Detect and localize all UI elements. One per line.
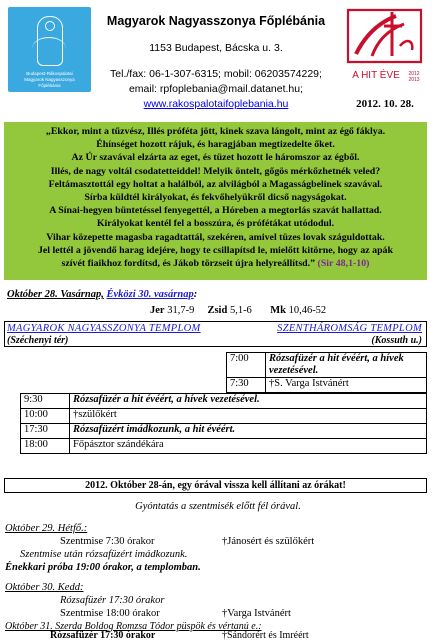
quote-line: szívét fiaikhoz fordítsd, és Jákob törzseit újra helyreállítsd.” [61,258,316,270]
time-cell: 9:30 [21,394,70,409]
event-cell: Rózsafüzér a hit évéért, a hívek vezetésével. [266,353,427,378]
parish-website-row [96,98,336,110]
wednesday-mass-intention: †Sándorért és Imréért [222,630,309,641]
quote-line: Királyokat kentél fel a bosszúra, és prófétákat utódodul. [96,218,335,230]
day-heading-text: Október 31. Szerda Boldog Romzsa Tódor püspök és vértanú e.: [5,621,262,632]
event-cell: †szülőkért [70,409,427,424]
clock-change-note: 2012. Október 28-án, egy órával vissza kell állítani az órákat! [4,478,427,493]
church-right-name: SZENTHÁROMSÁG TEMPLOM [277,323,422,334]
monday-choir-note: Énekkari próba 19:00 órakor, a templomban. [5,562,201,573]
table-row [21,424,427,439]
parish-email: email: rpfoplebania@mail.datanet.hu; [128,83,304,95]
logo-caption-1: Budapest-Rákospalotai [26,71,73,76]
table-row [227,378,427,393]
quote-line: A Sínai-hegyen büntetéssel fenyegettél, a Hóreben a megtorlás szavát hallattad. [49,205,382,217]
event-cell: Rózsafüzért imádkozunk, a hit évéért. [70,424,427,439]
logo-text: A HIT ÉVE [352,70,400,81]
parish-title: Magyarok Nagyasszonya Főplébánia [106,14,326,28]
time-cell: 10:00 [21,409,70,424]
sunday-feast: Évközi 30. vasárnap [106,289,194,300]
confession-info: Gyóntatás a szentmisék előtt fél órával. [135,501,301,512]
monday-rosary-note: Szentmise után rózsafüzért imádkozunk. [20,549,188,560]
left-church-schedule [20,393,427,454]
table-row [21,409,427,424]
reading-book: Mk [270,305,286,316]
reading-book: Zsid [207,305,228,316]
parish-address: 1153 Budapest, Bácska u. 3. [149,42,283,54]
table-row [21,394,427,409]
event-cell: Főpásztor szándékára [70,439,427,454]
time-cell: 17:30 [21,424,70,439]
quote-reference: (Sir 48,1-10) [317,258,370,270]
church-left-name: MAGYAROK NAGYASSZONYA TEMPLOM [7,323,201,334]
quote-line: Az Úr szavával elzárta az eget, és tüzet hozott le háromszor az égből. [71,152,360,164]
day-heading-text: Október 29. Hétfő.: [5,523,88,534]
reading-ref: 5,1-6 [229,305,252,316]
scripture-quote-box [4,122,427,280]
sunday-date: Október 28. Vasárnap, [7,289,104,300]
logo-stroke-3 [400,41,412,50]
event-cell: †S. Varga Istvánért [266,378,427,393]
time-cell: 7:30 [227,378,266,393]
right-church-schedule [226,352,427,393]
tuesday-mass-intention: †Varga Istvánért [222,608,291,619]
sunday-colon: : [193,289,198,300]
bulletin-date: 2012. 10. 28. [356,98,414,110]
parish-website-link[interactable]: www.rakospalotaifoplebania.hu [143,98,289,110]
parish-logo [8,7,91,92]
quote-line: „Ekkor, mint a tűzvész, Illés próféta jött, kinek szava lángolt, mint az égő fáklya. [45,126,386,137]
church-right-location: (Kossuth u.) [371,335,422,346]
day-heading-tuesday [5,582,83,593]
reading-ref: 31,7-9 [167,305,195,316]
monday-mass-intention: †Jánosért és szülőkért [222,536,315,547]
table-row [227,353,427,378]
logo-year-1: 2012 [408,71,420,77]
time-cell: 7:00 [227,353,266,378]
quote-line: Feltámasztottál egy holtat a halálból, az alvilágból a Magasságbelinek szavával. [48,178,383,190]
quote-line-last [8,257,423,270]
tuesday-rosary: Rózsafüzér 17:30 órakor [60,595,165,606]
quote-line: Sírba küldtél királyokat, és fekvőhelyükről dicső nagyságokat. [84,192,347,204]
church-header-row [4,321,427,347]
tuesday-mass: Szentmise 18:00 órakor [60,608,160,619]
sunday-heading [7,289,197,300]
parish-phone: Tel./fax: 06-1-307-6315; mobil: 06203574229; [110,68,322,80]
quote-line: Vihar közepette magasba ragadtattál, szekéren, amivel tüzes lovak száguldottak. [46,231,385,243]
logo-caption-2: Magyarok Nagyasszonya [24,77,75,82]
church-left-location: (Széchenyi tér) [7,335,69,346]
quote-line: Jel lettél a jövendő harag idejére, hogy te csillapítsd le, mielőtt kitörne, hogy az apák [37,244,393,256]
quote-line: Illés, de nagy voltál csodatetteiddel! Melyik öntelt, gőgös mérkőzhetnék veled? [50,165,381,177]
wednesday-rosary: Rózsafüzér 17:30 órakor [50,630,156,641]
year-of-faith-logo [342,4,427,92]
sunday-readings [150,305,326,316]
logo-caption-3: Főplébánia [38,83,61,88]
madonna-icon [37,16,63,66]
reading-ref: 10,46-52 [288,305,327,316]
day-heading-text: Október 30. Kedd: [5,582,84,593]
table-row [21,439,427,454]
monday-mass: Szentmise 7:30 órakor [60,536,155,547]
logo-year-2: 2013 [408,77,420,83]
day-heading-monday [5,523,87,534]
event-cell: Rózsafüzér a hit évéért, a hívek vezetésével. [70,394,427,409]
quote-line: Éhínséget hozott rájuk, és haragjában megtizedelte őket. [96,139,335,151]
time-cell: 18:00 [21,439,70,454]
reading-book: Jer [150,305,165,316]
